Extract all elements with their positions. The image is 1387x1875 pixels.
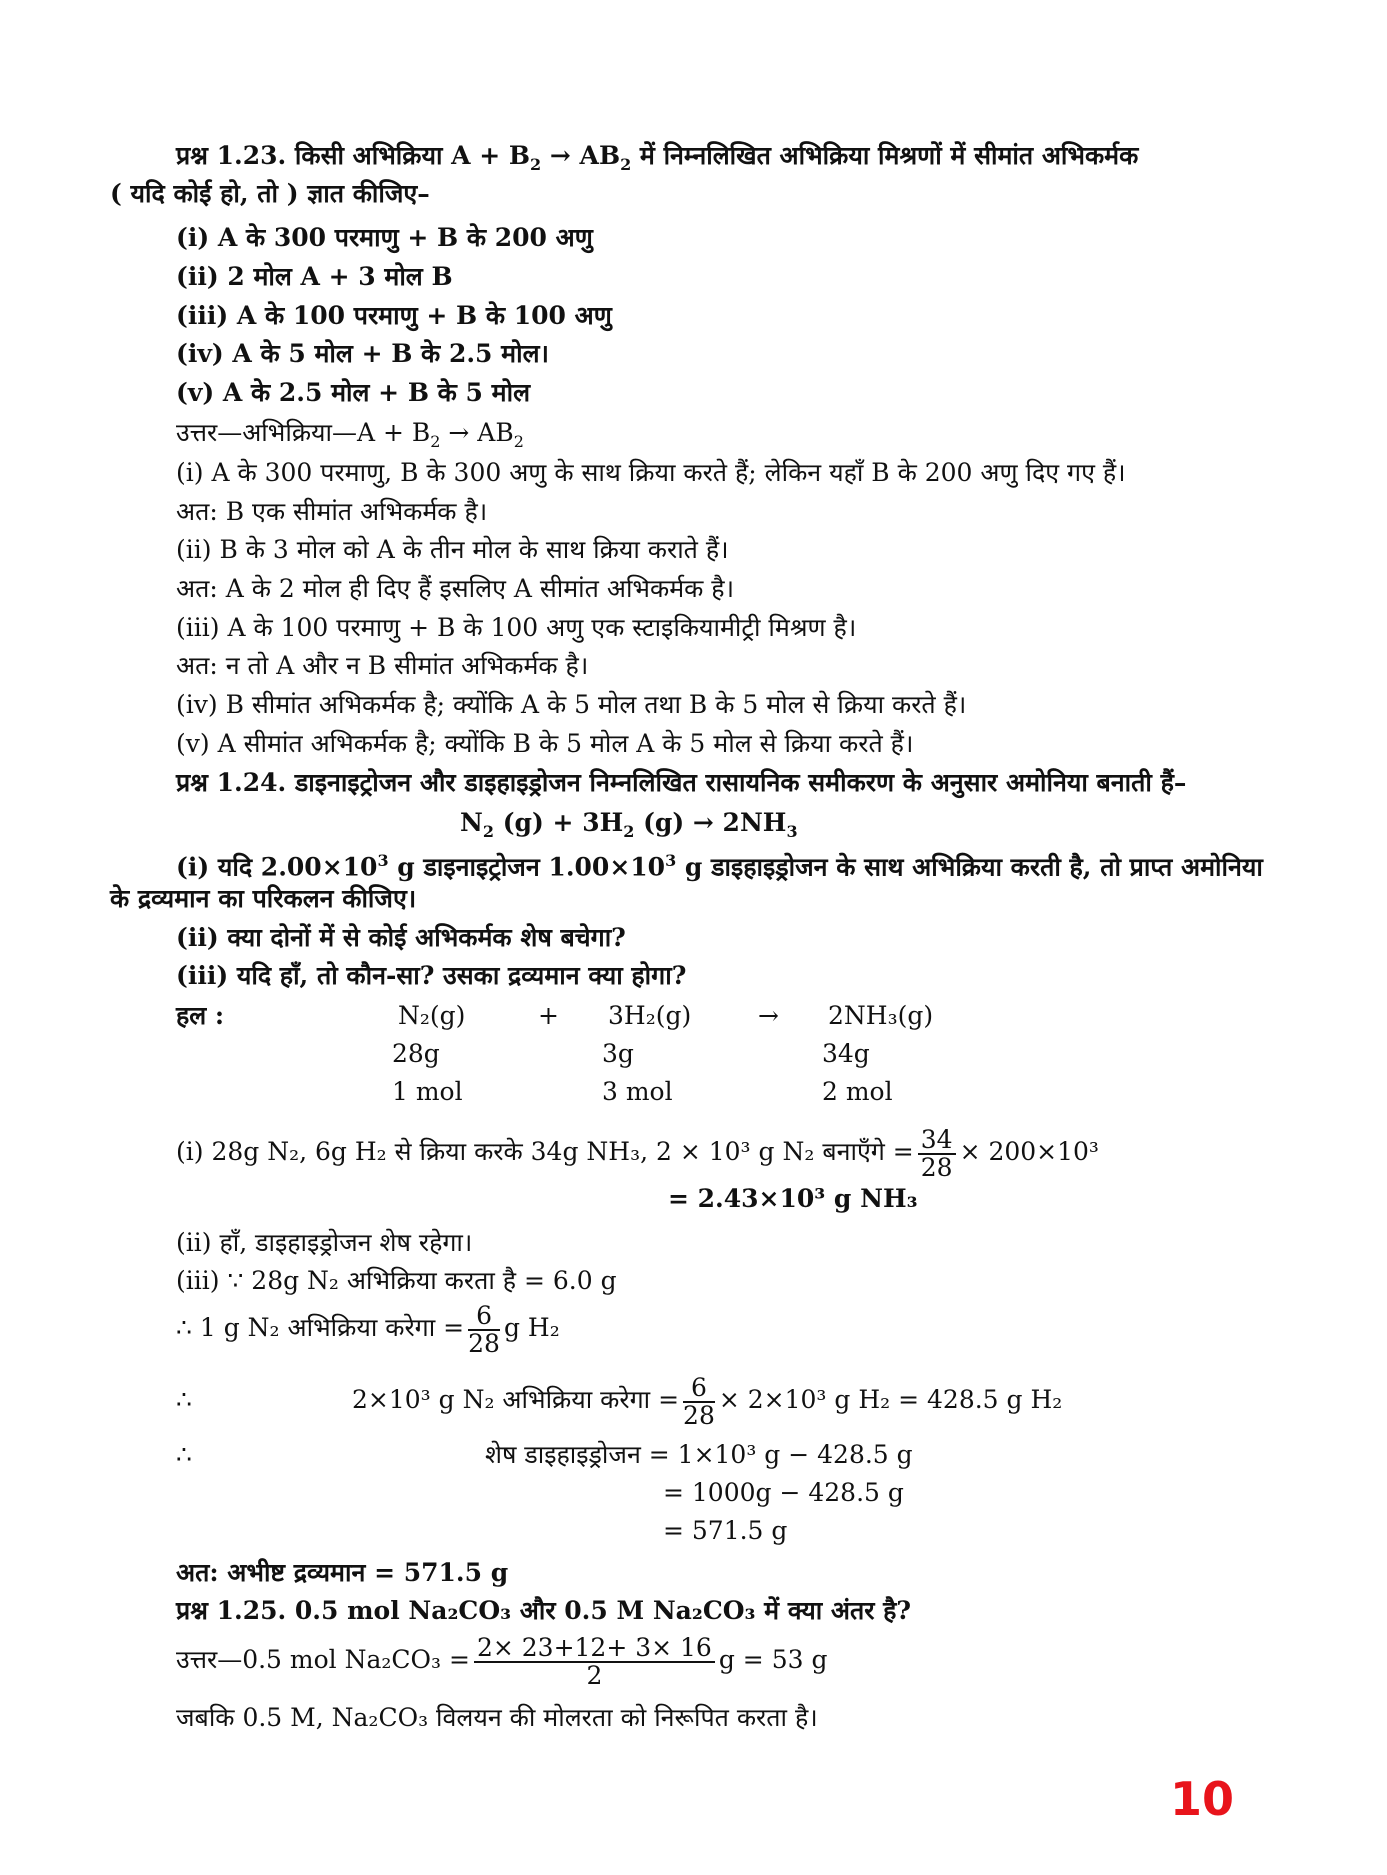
- q123-item: (v) A के 2.5 मोल + B के 5 मोल: [176, 378, 531, 407]
- therefore-symbol: ∴: [176, 1385, 192, 1414]
- fraction: $\frac{6}{28}$: [683, 1372, 715, 1430]
- q123-answer-line: अत: न तो A और न B सीमांत अभिकर्मक है।: [176, 651, 589, 680]
- fraction: $\frac{2\times 23+12+ 3\times 16}{2}$: [474, 1635, 715, 1689]
- calc-iii: (iii) ∵ 28g N₂ अभिक्रिया करता है = 6.0 g: [176, 1266, 617, 1295]
- q123-answer-line: अत: B एक सीमांत अभिकर्मक है।: [176, 497, 488, 526]
- q124-equation: $N_2$ $(g) + 3H_2$ $(g) \to 2NH_3$: [460, 808, 798, 841]
- q123-answer-heading: उत्तर—अभिक्रिया—A + $B_2 \to AB_2$: [176, 418, 524, 451]
- q124-part-ii: (ii) क्या दोनों में से कोई अभिकर्मक शेष बचेगा?: [176, 923, 626, 952]
- question-1-23-title: प्रश्न 1.23. किसी अभिक्रिया $A + B_2 \to AB_2$ में निम्नलिखित अभिक्रिया मिश्रणों में सीमांत अभिकर्मक: [176, 141, 1139, 174]
- q123-item: (i) A के 300 परमाणु + B के 200 अणु: [176, 223, 593, 252]
- calc-i: (i) 28g N₂, 6g H₂ से क्रिया करके 34g NH₃, 2 × 10³ g N₂ बनाएँगे = $\frac{34}{28}$ × 200×10³: [176, 1124, 1099, 1182]
- q124-final: अत: अभीष्ट द्रव्यमान = 571.5 g: [176, 1558, 509, 1587]
- calc-i-result: = 2.43×10³ g NH₃: [668, 1184, 918, 1213]
- therefore-symbol: ∴: [176, 1440, 192, 1469]
- question-1-23-title-line2: ( यदि कोई हो, तो ) ज्ञात कीजिए–: [110, 179, 430, 208]
- q123-item: (iii) A के 100 परमाणु + B के 100 अणु: [176, 301, 612, 330]
- q124-part-iii: (iii) यदि हाँ, तो कौन-सा? उसका द्रव्यमान क्या होगा?: [176, 961, 687, 990]
- q123-answer-line: (iii) A के 100 परमाणु + B के 100 अणु एक स्टाइकियामीट्री मिश्रण है।: [176, 613, 857, 642]
- solution-label: हल :: [176, 1001, 225, 1030]
- q123-answer-line: (i) A के 300 परमाणु, B के 300 अणु के साथ क्रिया करते हैं; लेकिन यहाँ B के 200 अणु दिए गए हैं।: [176, 458, 1126, 487]
- q124-part-i-line2: के द्रव्यमान का परिकलन कीजिए।: [110, 884, 417, 913]
- question-1-24-title: प्रश्न 1.24. डाइनाइट्रोजन और डाइहाइड्रोजन निम्नलिखित रासायनिक समीकरण के अनुसार अमोनिया बनाती हैं–: [176, 768, 1187, 797]
- fraction: $\frac{34}{28}$: [918, 1127, 956, 1181]
- q123-item: (ii) 2 मोल A + 3 मोल B: [176, 262, 453, 291]
- fraction: $\frac{6}{28}$: [468, 1300, 500, 1358]
- table-masses: 28g 3g 34g: [392, 1039, 870, 1068]
- remaining-h2: शेष डाइहाइड्रोजन = 1×10³ g − 428.5 g: [485, 1440, 913, 1469]
- question-1-25-title: प्रश्न 1.25. 0.5 mol Na₂CO₃ और 0.5 M Na₂CO₃ में क्या अंतर है?: [176, 1596, 912, 1625]
- q123-answer-line: अत: A के 2 मोल ही दिए हैं इसलिए A सीमांत अभिकर्मक है।: [176, 574, 735, 603]
- calc-1g: ∴ 1 g N₂ अभिक्रिया करेगा = $\frac{6}{28}$ g H₂: [176, 1300, 560, 1358]
- page-number: 10: [1170, 1772, 1235, 1826]
- q125-answer: उत्तर—0.5 mol Na₂CO₃ = $\frac{2\times 23+12+ 3\times 16}{2}$ g = 53 g: [176, 1632, 828, 1690]
- q123-item: (iv) A के 5 मोल + B के 2.5 मोल।: [176, 339, 550, 368]
- remaining-h2-result: = 571.5 g: [663, 1516, 788, 1545]
- q123-answer-line: (v) A सीमांत अभिकर्मक है; क्योंकि B के 5 मोल A के 5 मोल से क्रिया करते हैं।: [176, 729, 914, 758]
- remaining-h2-step: = 1000g − 428.5 g: [663, 1478, 904, 1507]
- table-species: N₂(g) + 3H₂(g) → 2NH₃(g): [398, 1001, 934, 1030]
- table-moles: 1 mol 3 mol 2 mol: [392, 1077, 893, 1106]
- q123-answer-line: (iv) B सीमांत अभिकर्मक है; क्योंकि A के 5 मोल तथा B के 5 मोल से क्रिया करते हैं।: [176, 690, 967, 719]
- q123-answer-line: (ii) B के 3 मोल को A के तीन मोल के साथ क्रिया कराते हैं।: [176, 535, 729, 564]
- calc-2e3: 2×10³ g N₂ अभिक्रिया करेगा = $\frac{6}{28}$ × 2×10³ g H₂ = 428.5 g H₂: [352, 1372, 1063, 1430]
- calc-ii: (ii) हाँ, डाइहाइड्रोजन शेष रहेगा।: [176, 1228, 473, 1257]
- q124-part-i: (i) यदि $2.00\times 10^3$ g डाइनाइट्रोजन $1.00\times 10^3$ g डाइहाइड्रोजन के साथ अभिक्रिया करती है, तो प्राप्त अमोनिया: [176, 851, 1263, 882]
- q125-last-line: जबकि 0.5 M, Na₂CO₃ विलयन की मोलरता को निरूपित करता है।: [176, 1703, 818, 1732]
